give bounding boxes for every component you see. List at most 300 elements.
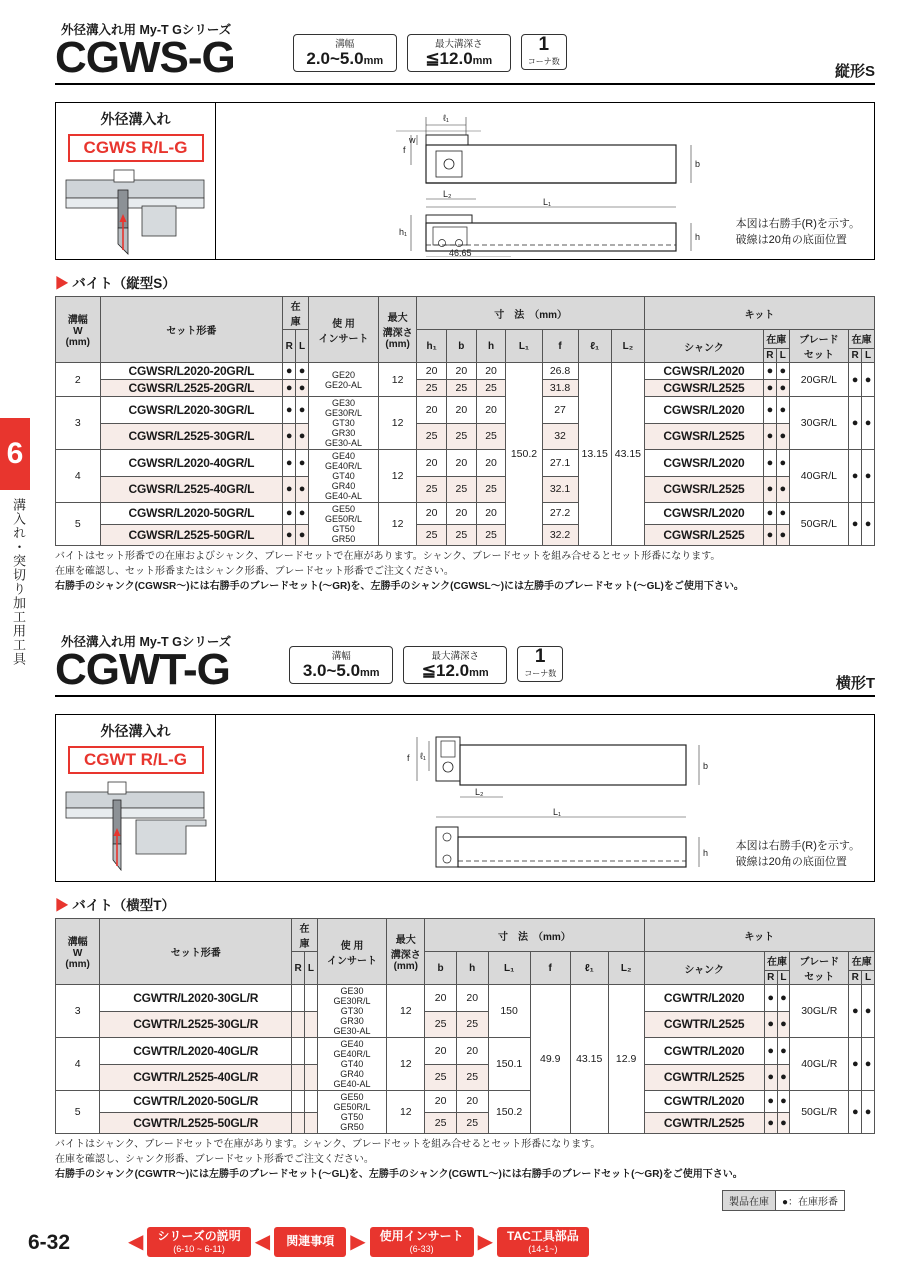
cell-stock-l: ● bbox=[296, 423, 309, 450]
badge-label: 溝幅 bbox=[331, 651, 351, 662]
cell-h: 25 bbox=[476, 423, 506, 450]
cell-h: 20 bbox=[456, 1038, 488, 1065]
cell-blade-l: ● bbox=[862, 450, 875, 503]
note-line: バイトはシャンク、ブレードセットで在庫があります。シャンク、ブレードセットを組み合せるとセット形番になります。 bbox=[55, 1139, 601, 1150]
table-row bbox=[56, 1011, 875, 1038]
stock-legend bbox=[722, 1190, 845, 1211]
cell-insert: GE30 GE30R/L GT30 GR30 GE30-AL bbox=[308, 397, 378, 450]
section-title: CGWT-G bbox=[55, 645, 230, 694]
cell-stock-r bbox=[292, 1091, 305, 1113]
figure-title: 外径溝入れ bbox=[100, 723, 171, 739]
cell-h: 20 bbox=[456, 1091, 488, 1113]
badge-label: 最大溝深さ bbox=[435, 39, 483, 50]
th-b: b bbox=[446, 330, 476, 363]
cell-h1: 20 bbox=[417, 503, 447, 525]
table-row bbox=[56, 380, 875, 397]
cell-insert: GE20 GE20-AL bbox=[308, 363, 378, 397]
link-series-description[interactable] bbox=[147, 1227, 250, 1257]
cell-kit-l: ● bbox=[777, 1064, 790, 1091]
svg-text:h₁: h₁ bbox=[399, 227, 408, 237]
badge-value: 1 bbox=[534, 646, 546, 667]
badge-unit: mm bbox=[360, 667, 380, 679]
cell-blade-l: ● bbox=[862, 985, 875, 1038]
cell-stock-r bbox=[292, 1038, 305, 1065]
table-row bbox=[56, 450, 875, 477]
th-shank: シャンク bbox=[644, 952, 764, 985]
badge-label: 溝幅 bbox=[335, 39, 355, 50]
th-blade-set: ブレード セット bbox=[789, 330, 848, 363]
th-L1: L₁ bbox=[506, 330, 542, 363]
cell-b: 25 bbox=[446, 423, 476, 450]
th-insert: 使 用 インサート bbox=[317, 919, 387, 985]
cell-depth: 12 bbox=[387, 1038, 425, 1091]
grooving-illustration-icon bbox=[56, 162, 214, 262]
cell-b: 25 bbox=[425, 1064, 457, 1091]
svg-text:h: h bbox=[703, 848, 709, 858]
cell-depth: 12 bbox=[379, 503, 417, 546]
cell-stock-l: ● bbox=[296, 476, 309, 503]
cell-blade-r: ● bbox=[849, 397, 862, 450]
th-h: h bbox=[456, 952, 488, 985]
th-kit-stock-r: R bbox=[763, 348, 776, 362]
cell-b: 20 bbox=[446, 363, 476, 380]
th-blade-stock-l: L bbox=[862, 970, 875, 984]
cell-blade: 30GL/R bbox=[790, 985, 849, 1038]
cell-h1: 20 bbox=[417, 397, 447, 424]
cell-stock-r: ● bbox=[283, 363, 296, 380]
spec-table-cgws bbox=[55, 296, 875, 546]
cell-shank: CGWTR/L2020 bbox=[644, 1091, 764, 1113]
cell-code: CGWSR/L2525-40GR/L bbox=[100, 476, 283, 503]
cell-b: 25 bbox=[425, 1112, 457, 1134]
figure-code: CGWT R/L-G bbox=[68, 746, 204, 774]
cell-kit-l: ● bbox=[776, 476, 789, 503]
cell-shank: CGWSR/L2525 bbox=[645, 524, 764, 546]
cell-blade-r: ● bbox=[849, 1038, 862, 1091]
table-row bbox=[56, 423, 875, 450]
cell-stock-r bbox=[292, 1064, 305, 1091]
cell-stock-l: ● bbox=[296, 380, 309, 397]
stock-legend-label: 製品在庫 bbox=[723, 1191, 776, 1210]
cell-blade: 50GR/L bbox=[789, 503, 848, 546]
badge-label: コーナ数 bbox=[527, 56, 560, 66]
section-type-label: 縦形S bbox=[834, 63, 875, 80]
cell-h: 25 bbox=[476, 524, 506, 546]
cell-shank: CGWSR/L2020 bbox=[645, 397, 764, 424]
figure-legend bbox=[56, 715, 216, 881]
cell-w: 4 bbox=[56, 1038, 100, 1091]
table-cgwt-block bbox=[55, 894, 875, 1182]
cell-stock-r: ● bbox=[283, 503, 296, 525]
th-blade-stock: 在庫 bbox=[849, 330, 875, 349]
cell-h1: 20 bbox=[417, 450, 447, 477]
svg-text:ℓ₁: ℓ₁ bbox=[420, 751, 426, 761]
cell-w: 3 bbox=[56, 397, 101, 450]
table-row bbox=[56, 1091, 875, 1113]
cell-f: 32.2 bbox=[542, 524, 578, 546]
cell-kit-l: ● bbox=[776, 363, 789, 380]
badge-value: 2.0~5.0 bbox=[306, 49, 364, 68]
badge-label: 最大溝深さ bbox=[431, 651, 479, 662]
chevron-right-icon: ▶ bbox=[477, 1230, 493, 1253]
cell-code: CGWSR/L2020-20GR/L bbox=[100, 363, 283, 380]
th-stock-r: R bbox=[283, 330, 296, 363]
cell-shank: CGWTR/L2525 bbox=[644, 1112, 764, 1134]
link-related-items[interactable] bbox=[274, 1227, 346, 1257]
cell-depth: 12 bbox=[379, 363, 417, 397]
badge-unit: mm bbox=[469, 667, 489, 679]
th-h1: h₁ bbox=[417, 330, 447, 363]
svg-text:L₁: L₁ bbox=[553, 807, 562, 817]
table-header-row bbox=[56, 919, 875, 952]
th-kit-stock-l: L bbox=[776, 348, 789, 362]
table-row bbox=[56, 397, 875, 424]
cell-blade-l: ● bbox=[862, 397, 875, 450]
cell-h: 25 bbox=[456, 1112, 488, 1134]
cell-kit-l: ● bbox=[777, 985, 790, 1012]
cell-kit-r: ● bbox=[764, 1112, 777, 1134]
cell-code: CGWTR/L2020-30GL/R bbox=[100, 985, 292, 1012]
cell-stock-r bbox=[292, 1011, 305, 1038]
badge-max-depth bbox=[407, 34, 511, 72]
figure-box-cgwt bbox=[55, 714, 875, 882]
cell-depth: 12 bbox=[387, 985, 425, 1038]
figure-title: 外径溝入れ bbox=[100, 111, 171, 127]
cell-stock-l: ● bbox=[296, 363, 309, 380]
spec-badges bbox=[293, 34, 567, 72]
section-subtitle: 外径溝入れ用 My-T Gシリーズ bbox=[61, 23, 232, 37]
svg-text:46.65: 46.65 bbox=[449, 248, 472, 257]
badge-unit: mm bbox=[472, 55, 493, 67]
section-tab-number: 6 bbox=[0, 418, 30, 490]
cell-blade-l: ● bbox=[862, 503, 875, 546]
cell-shank: CGWSR/L2020 bbox=[645, 450, 764, 477]
cell-f: 27.1 bbox=[542, 450, 578, 477]
cell-code: CGWSR/L2020-40GR/L bbox=[100, 450, 283, 477]
table-row bbox=[56, 363, 875, 380]
cell-insert: GE40 GE40R/L GT40 GR40 GE40-AL bbox=[317, 1038, 387, 1091]
cell-h1: 25 bbox=[417, 380, 447, 397]
cell-b: 20 bbox=[425, 1091, 457, 1113]
note-line: 右勝手のシャンク(CGWTR〜)には左勝手のブレードセット(〜GL)を、左勝手のシャンク(CGWTL〜)には右勝手のブレードセット(〜GR)をご使用下さい。 bbox=[55, 1169, 743, 1180]
section-subtitle: 外径溝入れ用 My-T Gシリーズ bbox=[61, 635, 232, 649]
cell-l1: 43.15 bbox=[570, 985, 608, 1134]
cell-stock-l: ● bbox=[296, 503, 309, 525]
table-cgws-block bbox=[55, 272, 875, 594]
note-line: 在庫を確認し、セット形番またはシャンク形番、ブレードセット形番でご注文ください。 bbox=[55, 566, 454, 577]
cell-kit-r: ● bbox=[764, 1011, 777, 1038]
cell-w: 5 bbox=[56, 1091, 100, 1134]
cell-code: CGWSR/L2525-50GR/L bbox=[100, 524, 283, 546]
th-b: b bbox=[425, 952, 457, 985]
th-groove-width: 溝幅 W (mm) bbox=[56, 919, 100, 985]
page-number: 6-32 bbox=[28, 1231, 71, 1254]
cell-code: CGWSR/L2020-50GR/L bbox=[100, 503, 283, 525]
th-kit-stock-r: R bbox=[764, 970, 777, 984]
th-l1: ℓ₁ bbox=[578, 330, 611, 363]
table-row bbox=[56, 1038, 875, 1065]
th-set-model: セット形番 bbox=[100, 919, 292, 985]
svg-text:b: b bbox=[695, 159, 701, 169]
cell-insert: GE40 GE40R/L GT40 GR40 GE40-AL bbox=[308, 450, 378, 503]
chip-sublabel: (6-10 ~ 6-11) bbox=[173, 1243, 225, 1254]
cell-b: 25 bbox=[446, 380, 476, 397]
th-insert: 使 用 インサート bbox=[308, 297, 378, 363]
cell-kit-r: ● bbox=[763, 363, 776, 380]
header-divider bbox=[55, 695, 875, 697]
cell-kit-r: ● bbox=[763, 524, 776, 546]
cell-h: 20 bbox=[476, 450, 506, 477]
cell-kit-r: ● bbox=[763, 423, 776, 450]
cell-b: 25 bbox=[446, 524, 476, 546]
cell-stock-r bbox=[292, 1112, 305, 1134]
th-stock: 在 庫 bbox=[283, 297, 309, 330]
badge-groove-width bbox=[289, 646, 393, 684]
cell-shank: CGWSR/L2525 bbox=[645, 380, 764, 397]
stock-legend-value: ●：在庫形番 bbox=[781, 1197, 838, 1208]
cell-f: 27 bbox=[542, 397, 578, 424]
table-row bbox=[56, 524, 875, 546]
cell-h: 20 bbox=[476, 503, 506, 525]
cell-kit-r: ● bbox=[764, 1038, 777, 1065]
cell-b: 20 bbox=[446, 450, 476, 477]
note-line: 右勝手のシャンク(CGWSR〜)には右勝手のブレードセット(〜GR)を、左勝手のシャンク(CGWSL〜)には左勝手のブレードセット(〜GL)をご使用下さい。 bbox=[55, 581, 744, 592]
note-line: バイトはセット形番での在庫およびシャンク、ブレードセットで在庫があります。シャンク、ブレードセットを組み合せるとセット形番になります。 bbox=[55, 551, 721, 562]
th-L2: L₂ bbox=[608, 952, 644, 985]
section-cgws-header bbox=[55, 20, 875, 85]
th-dims-group: 寸 法 （mm） bbox=[425, 919, 644, 952]
th-h: h bbox=[476, 330, 506, 363]
section-type-label: 横形T bbox=[835, 675, 875, 692]
chevron-left-icon: ◀ bbox=[128, 1230, 144, 1253]
cell-b: 20 bbox=[425, 1038, 457, 1065]
th-L1: L₁ bbox=[488, 952, 530, 985]
cell-stock-l bbox=[305, 1011, 318, 1038]
badge-value: ≦12.0 bbox=[425, 49, 473, 68]
cell-stock-l bbox=[305, 1038, 318, 1065]
cell-depth: 12 bbox=[379, 397, 417, 450]
badge-groove-width bbox=[293, 34, 397, 72]
cell-kit-r: ● bbox=[764, 1064, 777, 1091]
cell-code: CGWSR/L2525-30GR/L bbox=[100, 423, 283, 450]
cell-stock-r bbox=[292, 985, 305, 1012]
cell-w: 3 bbox=[56, 985, 100, 1038]
chip-sublabel: (14-1~) bbox=[528, 1243, 558, 1254]
badge-corner-count bbox=[517, 646, 563, 682]
cell-f: 49.9 bbox=[530, 985, 570, 1134]
figure-box-cgws bbox=[55, 102, 875, 260]
cell-stock-l: ● bbox=[296, 450, 309, 477]
cell-b: 25 bbox=[446, 476, 476, 503]
table-row bbox=[56, 476, 875, 503]
table-notes bbox=[55, 1137, 875, 1182]
badge-unit: mm bbox=[363, 55, 384, 67]
cell-code: CGWTR/L2020-40GL/R bbox=[100, 1038, 292, 1065]
figure-note: 本図は右勝手(R)を示す。 破線は20角の底面位置 bbox=[735, 218, 860, 247]
chevron-left-icon: ◀ bbox=[254, 1230, 271, 1253]
cell-L2: 43.15 bbox=[611, 363, 644, 546]
cell-insert: GE30 GE30R/L GT30 GR30 GE30-AL bbox=[317, 985, 387, 1038]
th-f: f bbox=[542, 330, 578, 363]
svg-text:f: f bbox=[407, 753, 410, 763]
cell-blade: 40GL/R bbox=[790, 1038, 849, 1091]
svg-text:ℓ₁: ℓ₁ bbox=[443, 113, 449, 123]
chip-label: 使用インサート bbox=[379, 1228, 464, 1243]
spec-badges bbox=[289, 646, 563, 684]
th-kit: キット bbox=[644, 919, 874, 952]
svg-text:L₂: L₂ bbox=[443, 189, 452, 199]
cell-blade-r: ● bbox=[849, 985, 862, 1038]
cell-kit-r: ● bbox=[763, 397, 776, 424]
svg-text:f: f bbox=[403, 145, 406, 155]
cell-L2: 12.9 bbox=[608, 985, 644, 1134]
svg-text:b: b bbox=[703, 761, 709, 771]
th-max-depth: 最大 溝深さ (mm) bbox=[379, 297, 417, 363]
cell-insert: GE50 GE50R/L GT50 GR50 bbox=[308, 503, 378, 546]
th-blade-stock-r: R bbox=[849, 970, 862, 984]
cell-shank: CGWSR/L2525 bbox=[645, 476, 764, 503]
cell-blade-r: ● bbox=[849, 363, 862, 397]
badge-value: 1 bbox=[538, 34, 550, 55]
cell-blade-l: ● bbox=[862, 363, 875, 397]
footer-links bbox=[128, 1227, 589, 1257]
th-l1: ℓ₁ bbox=[570, 952, 608, 985]
cell-stock-l bbox=[305, 1091, 318, 1113]
figure-code: CGWS R/L-G bbox=[68, 134, 204, 162]
cell-h1: 25 bbox=[417, 524, 447, 546]
svg-text:h: h bbox=[695, 232, 701, 242]
cell-stock-r: ● bbox=[283, 476, 296, 503]
cell-blade-r: ● bbox=[849, 450, 862, 503]
cell-h1: 20 bbox=[417, 363, 447, 380]
section-title: CGWS-G bbox=[55, 33, 235, 82]
cell-blade: 50GL/R bbox=[790, 1091, 849, 1134]
cell-h: 25 bbox=[476, 380, 506, 397]
cell-blade: 30GR/L bbox=[789, 397, 848, 450]
th-blade-stock-r: R bbox=[849, 348, 862, 362]
cell-stock-r: ● bbox=[283, 380, 296, 397]
cell-shank: CGWTR/L2525 bbox=[644, 1011, 764, 1038]
cell-b: 20 bbox=[425, 985, 457, 1012]
cell-h: 20 bbox=[456, 985, 488, 1012]
cell-blade: 20GR/L bbox=[789, 363, 848, 397]
th-L2: L₂ bbox=[611, 330, 644, 363]
cell-kit-l: ● bbox=[777, 1112, 790, 1134]
table-notes bbox=[55, 549, 875, 594]
spec-table-cgwt bbox=[55, 918, 875, 1134]
table-header-row bbox=[56, 297, 875, 330]
table-title: ▶ バイト（横型T） bbox=[55, 898, 176, 913]
link-tac-parts[interactable] bbox=[497, 1227, 589, 1257]
cell-h: 20 bbox=[476, 397, 506, 424]
cell-kit-r: ● bbox=[763, 476, 776, 503]
header-divider bbox=[55, 83, 875, 85]
th-stock: 在 庫 bbox=[292, 919, 318, 952]
cell-kit-l: ● bbox=[777, 1091, 790, 1113]
cell-kit-l: ● bbox=[776, 380, 789, 397]
cell-kit-l: ● bbox=[776, 524, 789, 546]
cell-blade-r: ● bbox=[849, 503, 862, 546]
th-stock-l: L bbox=[305, 952, 318, 985]
cell-depth: 12 bbox=[379, 450, 417, 503]
cell-stock-r: ● bbox=[283, 450, 296, 477]
section-cgwt-header bbox=[55, 632, 875, 697]
badge-label: コーナ数 bbox=[524, 668, 557, 678]
badge-corner-count bbox=[521, 34, 567, 70]
badge-value: ≦12.0 bbox=[421, 661, 470, 680]
chip-label: シリーズの説明 bbox=[157, 1228, 241, 1243]
figure-legend bbox=[56, 103, 216, 259]
th-stock-r: R bbox=[292, 952, 305, 985]
cell-shank: CGWTR/L2020 bbox=[644, 985, 764, 1012]
cell-L1: 150.1 bbox=[488, 1038, 530, 1091]
cell-stock-r: ● bbox=[283, 397, 296, 424]
cell-b: 20 bbox=[446, 503, 476, 525]
cell-b: 20 bbox=[446, 397, 476, 424]
figure-note: 本図は右勝手(R)を示す。 破線は20角の底面位置 bbox=[735, 840, 860, 869]
cell-stock-l: ● bbox=[296, 524, 309, 546]
cell-stock-r: ● bbox=[283, 524, 296, 546]
th-kit-stock-l: L bbox=[777, 970, 790, 984]
th-shank: シャンク bbox=[645, 330, 764, 363]
cell-code: CGWSR/L2020-30GR/L bbox=[100, 397, 283, 424]
cell-f: 26.8 bbox=[542, 363, 578, 380]
th-f: f bbox=[530, 952, 570, 985]
cell-w: 5 bbox=[56, 503, 101, 546]
chevron-right-icon: ▶ bbox=[350, 1230, 366, 1253]
cell-kit-r: ● bbox=[763, 380, 776, 397]
cell-blade-r: ● bbox=[849, 1091, 862, 1134]
cell-insert: GE50 GE50R/L GT50 GR50 bbox=[317, 1091, 387, 1134]
th-kit-stock: 在庫 bbox=[763, 330, 789, 349]
cell-shank: CGWTR/L2525 bbox=[644, 1064, 764, 1091]
cell-L1: 150 bbox=[488, 985, 530, 1038]
th-blade-set: ブレード セット bbox=[790, 952, 849, 985]
badge-value: 3.0~5.0 bbox=[302, 661, 361, 680]
cell-h: 20 bbox=[476, 363, 506, 380]
cell-kit-r: ● bbox=[763, 450, 776, 477]
chip-sublabel: (6-33) bbox=[409, 1243, 434, 1254]
cell-kit-r: ● bbox=[764, 1091, 777, 1113]
cell-kit-l: ● bbox=[776, 423, 789, 450]
cell-code: CGWTR/L2525-50GL/R bbox=[100, 1112, 292, 1134]
cell-blade: 40GR/L bbox=[789, 450, 848, 503]
section-tab-label: 溝入れ・突切り加工用工具 bbox=[11, 498, 26, 666]
th-kit-stock: 在庫 bbox=[764, 952, 790, 971]
cell-code: CGWTR/L2525-30GL/R bbox=[100, 1011, 292, 1038]
grooving-illustration-icon bbox=[56, 774, 214, 882]
cell-b: 25 bbox=[425, 1011, 457, 1038]
svg-text:L₁: L₁ bbox=[543, 197, 552, 207]
cell-h: 25 bbox=[456, 1011, 488, 1038]
cell-depth: 12 bbox=[387, 1091, 425, 1134]
cell-L1: 150.2 bbox=[488, 1091, 530, 1134]
cell-kit-l: ● bbox=[776, 397, 789, 424]
link-insert[interactable] bbox=[370, 1227, 474, 1257]
table-row bbox=[56, 985, 875, 1012]
cell-code: CGWTR/L2525-40GL/R bbox=[100, 1064, 292, 1091]
cell-code: CGWSR/L2525-20GR/L bbox=[100, 380, 283, 397]
cell-f: 27.2 bbox=[542, 503, 578, 525]
cell-stock-l: ● bbox=[296, 397, 309, 424]
cell-blade-l: ● bbox=[862, 1038, 875, 1091]
cell-stock-l bbox=[305, 1112, 318, 1134]
cell-blade-l: ● bbox=[862, 1091, 875, 1134]
cell-kit-r: ● bbox=[764, 985, 777, 1012]
cell-f: 32.1 bbox=[542, 476, 578, 503]
cell-stock-l bbox=[305, 1064, 318, 1091]
cell-h: 25 bbox=[476, 476, 506, 503]
